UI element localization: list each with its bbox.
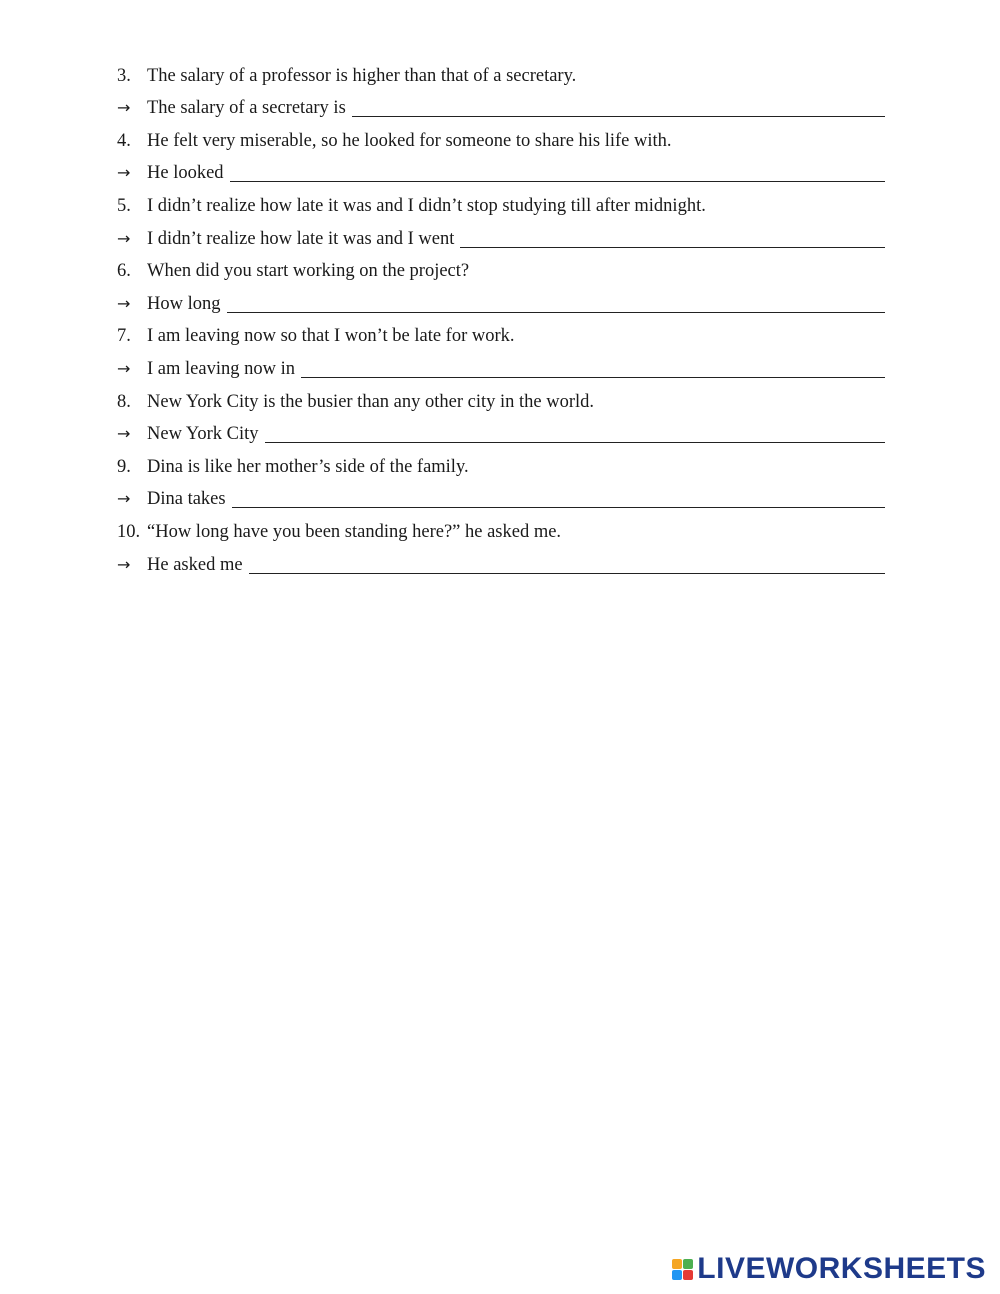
- exercise-number: 8.: [117, 391, 131, 412]
- exercise-6-question: [117, 250, 885, 283]
- arrow-icon: →: [117, 358, 131, 378]
- exercise-sentence: When did you start working on the project?: [147, 261, 470, 282]
- answer-prompt: New York City: [147, 424, 259, 445]
- exercise-number: 10.: [117, 521, 141, 542]
- answer-blank-7[interactable]: [301, 359, 885, 378]
- arrow-icon: →: [117, 554, 131, 574]
- exercise-8-answer: [117, 413, 885, 446]
- logo-mark-square: [672, 1259, 682, 1269]
- exercise-number: 3.: [117, 65, 131, 86]
- exercise-5-question: [117, 184, 885, 217]
- answer-blank-9[interactable]: [232, 489, 885, 508]
- answer-blank-3[interactable]: [352, 98, 885, 117]
- exercise-3-answer: [117, 87, 885, 120]
- answer-prompt: The salary of a secretary is: [147, 98, 346, 119]
- logo-mark-square: [683, 1259, 693, 1269]
- exercise-7-question: [117, 315, 885, 348]
- logo-mark-icon: [672, 1259, 693, 1280]
- answer-prompt: I didn’t realize how late it was and I went: [147, 228, 455, 249]
- worksheet: [117, 54, 885, 576]
- answer-blank-8[interactable]: [265, 424, 885, 443]
- exercise-number: 7.: [117, 326, 131, 347]
- exercise-sentence: I didn’t realize how late it was and I didn’t stop studying till after midnight.: [147, 195, 706, 216]
- exercise-10-answer: [117, 543, 885, 576]
- answer-prompt: I am leaving now in: [147, 358, 295, 379]
- exercise-sentence: New York City is the busier than any other city in the world.: [147, 391, 595, 412]
- arrow-icon: →: [117, 98, 131, 118]
- exercise-number: 4.: [117, 130, 131, 151]
- arrow-icon: →: [117, 163, 131, 183]
- exercise-sentence: He felt very miserable, so he looked for someone to share his life with.: [147, 130, 672, 151]
- exercise-sentence: The salary of a professor is higher than that of a secretary.: [147, 65, 577, 86]
- arrow-icon: →: [117, 228, 131, 248]
- liveworksheets-logo: [672, 1254, 986, 1284]
- exercise-sentence: I am leaving now so that I won’t be late for work.: [147, 326, 515, 347]
- exercise-sentence: “How long have you been standing here?” he asked me.: [147, 521, 562, 542]
- exercise-sentence: Dina is like her mother’s side of the family.: [147, 456, 469, 477]
- arrow-icon: →: [117, 489, 131, 509]
- exercise-6-answer: [117, 282, 885, 315]
- exercise-number: 6.: [117, 261, 131, 282]
- exercise-number: 5.: [117, 195, 131, 216]
- exercise-5-answer: [117, 217, 885, 250]
- exercise-3-question: [117, 54, 885, 87]
- exercise-4-answer: [117, 152, 885, 185]
- answer-prompt: He asked me: [147, 554, 243, 575]
- exercise-4-question: [117, 119, 885, 152]
- exercise-7-answer: [117, 347, 885, 380]
- answer-prompt: How long: [147, 293, 221, 314]
- logo-mark-square: [683, 1270, 693, 1280]
- answer-blank-5[interactable]: [460, 229, 885, 248]
- exercise-10-question: [117, 510, 885, 543]
- exercise-8-question: [117, 380, 885, 413]
- answer-blank-6[interactable]: [227, 294, 886, 313]
- exercise-9-answer: [117, 478, 885, 511]
- arrow-icon: →: [117, 424, 131, 444]
- exercise-9-question: [117, 445, 885, 478]
- answer-blank-4[interactable]: [230, 163, 885, 182]
- answer-blank-10[interactable]: [249, 555, 885, 574]
- answer-prompt: Dina takes: [147, 489, 226, 510]
- logo-text: LIVEWORKSHEETS: [697, 1252, 986, 1285]
- answer-prompt: He looked: [147, 163, 224, 184]
- logo-mark-square: [672, 1270, 682, 1280]
- arrow-icon: →: [117, 293, 131, 313]
- exercise-number: 9.: [117, 456, 131, 477]
